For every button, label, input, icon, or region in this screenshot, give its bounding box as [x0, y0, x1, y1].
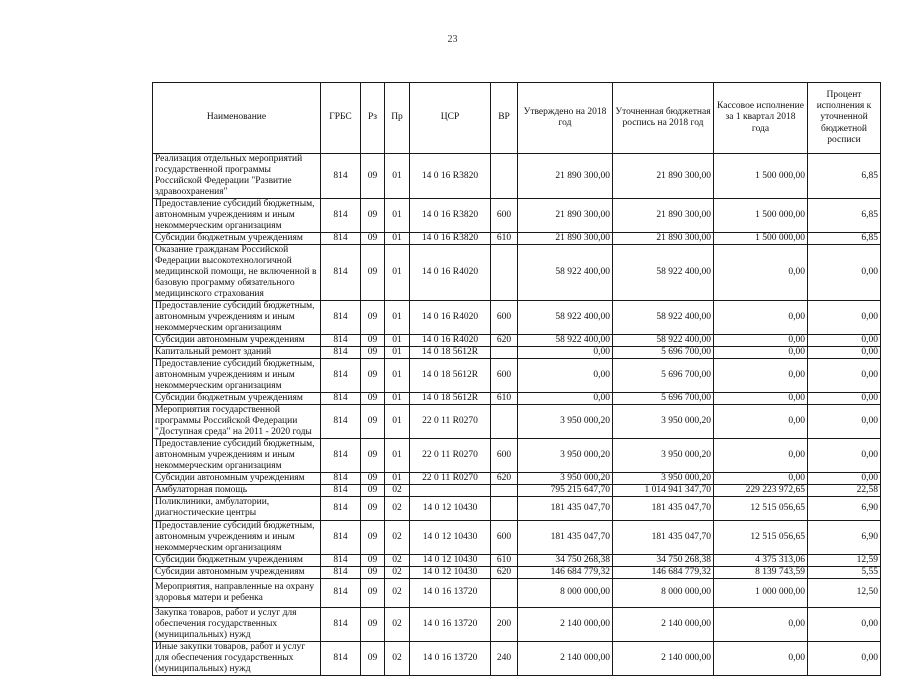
row-percent: 6,85: [808, 199, 881, 233]
row-name: Закупка товаров, работ и услуг для обеспечения государственных (муниципальных) нужд: [153, 607, 321, 641]
row-refined: 58 922 400,00: [613, 335, 714, 347]
row-csr: [410, 485, 491, 497]
row-pr: 02: [385, 520, 410, 554]
row-rz: 09: [361, 335, 385, 347]
row-vr: 600: [491, 359, 518, 393]
row-refined: 181 435 047,70: [613, 497, 714, 520]
row-vr: 610: [491, 554, 518, 566]
row-pr: 02: [385, 566, 410, 578]
row-cash: 1 500 000,00: [714, 154, 808, 199]
header-approved: Утверждено на 2018 год: [518, 83, 613, 154]
row-csr: 22 0 11 R0270: [410, 473, 491, 485]
row-percent: 6,85: [808, 233, 881, 245]
row-grbs: 814: [321, 359, 361, 393]
table-row: [153, 473, 881, 485]
row-refined: 3 950 000,20: [613, 473, 714, 485]
row-rz: 09: [361, 473, 385, 485]
row-refined: 5 696 700,00: [613, 393, 714, 405]
row-rz: 09: [361, 405, 385, 439]
row-vr: 610: [491, 233, 518, 245]
row-pr: 01: [385, 473, 410, 485]
row-vr: [491, 154, 518, 199]
row-cash: 4 375 313,06: [714, 554, 808, 566]
row-vr: 620: [491, 566, 518, 578]
row-vr: [491, 245, 518, 301]
row-rz: 09: [361, 154, 385, 199]
row-grbs: 814: [321, 566, 361, 578]
row-csr: 14 0 12 10430: [410, 554, 491, 566]
row-cash: 0,00: [714, 641, 808, 675]
row-percent: 0,00: [808, 393, 881, 405]
row-name: Субсидии бюджетным учреждениям: [153, 393, 321, 405]
row-cash: 229 223 972,65: [714, 485, 808, 497]
row-grbs: 814: [321, 439, 361, 473]
row-approved: 21 890 300,00: [518, 154, 613, 199]
row-name: Поликлиники, амбулатории, диагностические центры: [153, 497, 321, 520]
row-rz: 09: [361, 301, 385, 335]
row-pr: 01: [385, 233, 410, 245]
row-rz: 09: [361, 485, 385, 497]
row-name: Субсидии бюджетным учреждениям: [153, 554, 321, 566]
row-vr: 620: [491, 473, 518, 485]
row-name: Реализация отдельных мероприятий государственной программы Российской Федерации "Развитие здравоохранения": [153, 154, 321, 199]
row-cash: 0,00: [714, 301, 808, 335]
row-grbs: 814: [321, 497, 361, 520]
row-refined: 21 890 300,00: [613, 199, 714, 233]
row-approved: 2 140 000,00: [518, 641, 613, 675]
row-rz: 09: [361, 347, 385, 359]
row-name: Иные закупки товаров, работ и услуг для обеспечения государственных (муниципальных) нужд: [153, 641, 321, 675]
row-grbs: 814: [321, 199, 361, 233]
row-approved: 181 435 047,70: [518, 520, 613, 554]
row-approved: 3 950 000,20: [518, 439, 613, 473]
header-percent: Процент исполнения к уточненной бюджетной росписи: [808, 83, 881, 154]
row-csr: 14 0 16 R4020: [410, 245, 491, 301]
row-grbs: 814: [321, 233, 361, 245]
row-cash: 8 139 743,59: [714, 566, 808, 578]
row-csr: 14 0 16 13720: [410, 641, 491, 675]
row-vr: 600: [491, 439, 518, 473]
row-csr: 14 0 16 R3820: [410, 154, 491, 199]
row-pr: 02: [385, 578, 410, 607]
row-name: Предоставление субсидий бюджетным, автономным учреждениям и иным некоммерческим организациям: [153, 199, 321, 233]
row-cash: 0,00: [714, 607, 808, 641]
table-row: [153, 347, 881, 359]
row-name: Предоставление субсидий бюджетным, автономным учреждениям и иным некоммерческим организациям: [153, 359, 321, 393]
table-row: [153, 497, 881, 520]
row-grbs: 814: [321, 607, 361, 641]
row-approved: 21 890 300,00: [518, 233, 613, 245]
row-refined: 1 014 941 347,70: [613, 485, 714, 497]
row-rz: 09: [361, 607, 385, 641]
table-row: [153, 485, 881, 497]
row-name: Оказание гражданам Российской Федерации высокотехнологичной медицинской помощи, не включенной в базовую программу обязательного медицинского страхования: [153, 245, 321, 301]
table-row: [153, 199, 881, 233]
row-csr: 14 0 12 10430: [410, 566, 491, 578]
row-rz: 09: [361, 641, 385, 675]
row-rz: 09: [361, 245, 385, 301]
table-row: [153, 245, 881, 301]
row-rz: 09: [361, 359, 385, 393]
row-percent: 0,00: [808, 359, 881, 393]
row-name: Амбулаторная помощь: [153, 485, 321, 497]
row-grbs: 814: [321, 335, 361, 347]
row-rz: 09: [361, 393, 385, 405]
row-approved: 8 000 000,00: [518, 578, 613, 607]
row-refined: 21 890 300,00: [613, 154, 714, 199]
row-name: Предоставление субсидий бюджетным, автономным учреждениям и иным некоммерческим организациям: [153, 301, 321, 335]
table-row: [153, 641, 881, 675]
row-percent: 5,55: [808, 566, 881, 578]
row-grbs: 814: [321, 554, 361, 566]
row-vr: [491, 497, 518, 520]
row-refined: 58 922 400,00: [613, 301, 714, 335]
row-refined: 8 000 000,00: [613, 578, 714, 607]
row-csr: 14 0 16 13720: [410, 578, 491, 607]
page-number: 23: [447, 34, 458, 45]
row-cash: 1 000 000,00: [714, 578, 808, 607]
table-row: [153, 520, 881, 554]
row-name: Предоставление субсидий бюджетным, автономным учреждениям и иным некоммерческим организациям: [153, 439, 321, 473]
row-csr: 14 0 16 R4020: [410, 335, 491, 347]
row-name: Мероприятия государственной программы Российской Федерации "Доступная среда" на 2011 - 2020 годы: [153, 405, 321, 439]
row-rz: 09: [361, 439, 385, 473]
row-pr: 01: [385, 335, 410, 347]
row-cash: 0,00: [714, 439, 808, 473]
row-vr: 620: [491, 335, 518, 347]
header-vr: ВР: [491, 83, 518, 154]
header-grbs: ГРБС: [321, 83, 361, 154]
row-grbs: 814: [321, 393, 361, 405]
row-rz: 09: [361, 199, 385, 233]
row-csr: 14 0 16 R3820: [410, 233, 491, 245]
row-name: Субсидии автономным учреждениям: [153, 335, 321, 347]
row-pr: 01: [385, 199, 410, 233]
row-grbs: 814: [321, 245, 361, 301]
row-vr: 610: [491, 393, 518, 405]
row-approved: 0,00: [518, 347, 613, 359]
row-vr: 600: [491, 301, 518, 335]
row-percent: 0,00: [808, 473, 881, 485]
row-csr: 14 0 16 R4020: [410, 301, 491, 335]
row-refined: 5 696 700,00: [613, 347, 714, 359]
header-cash: Кассовое исполнение за 1 квартал 2018 года: [714, 83, 808, 154]
row-approved: 58 922 400,00: [518, 301, 613, 335]
row-name: Субсидии автономным учреждениям: [153, 473, 321, 485]
row-percent: 0,00: [808, 405, 881, 439]
row-cash: 12 515 056,65: [714, 520, 808, 554]
row-grbs: 814: [321, 520, 361, 554]
row-name: Субсидии автономным учреждениям: [153, 566, 321, 578]
row-approved: 3 950 000,20: [518, 473, 613, 485]
row-grbs: 814: [321, 578, 361, 607]
row-grbs: 814: [321, 641, 361, 675]
row-approved: 2 140 000,00: [518, 607, 613, 641]
row-pr: 01: [385, 393, 410, 405]
row-pr: 02: [385, 485, 410, 497]
header-refined: Уточненная бюджетная роспись на 2018 год: [613, 83, 714, 154]
row-refined: 2 140 000,00: [613, 607, 714, 641]
table-row: [153, 335, 881, 347]
row-refined: 181 435 047,70: [613, 520, 714, 554]
row-refined: 58 922 400,00: [613, 245, 714, 301]
header-rz: Рз: [361, 83, 385, 154]
row-csr: 14 0 18 5612R: [410, 393, 491, 405]
row-cash: 0,00: [714, 473, 808, 485]
row-csr: 22 0 11 R0270: [410, 405, 491, 439]
row-percent: 6,90: [808, 497, 881, 520]
row-refined: 21 890 300,00: [613, 233, 714, 245]
table-row: [153, 554, 881, 566]
row-csr: 14 0 12 10430: [410, 497, 491, 520]
row-vr: [491, 347, 518, 359]
row-cash: 1 500 000,00: [714, 233, 808, 245]
row-rz: 09: [361, 497, 385, 520]
row-csr: 14 0 12 10430: [410, 520, 491, 554]
row-pr: 02: [385, 607, 410, 641]
row-rz: 09: [361, 566, 385, 578]
row-percent: 0,00: [808, 245, 881, 301]
row-name: Капитальный ремонт зданий: [153, 347, 321, 359]
row-name: Мероприятия, направленные на охрану здоровья матери и ребенка: [153, 578, 321, 607]
table-row: [153, 405, 881, 439]
row-refined: 3 950 000,20: [613, 405, 714, 439]
row-cash: 0,00: [714, 405, 808, 439]
row-approved: 21 890 300,00: [518, 199, 613, 233]
row-rz: 09: [361, 233, 385, 245]
row-cash: 1 500 000,00: [714, 199, 808, 233]
row-pr: 01: [385, 245, 410, 301]
row-csr: 14 0 16 R3820: [410, 199, 491, 233]
header-csr: ЦСР: [410, 83, 491, 154]
row-approved: 34 750 268,38: [518, 554, 613, 566]
table-row: [153, 566, 881, 578]
row-percent: 6,90: [808, 520, 881, 554]
row-grbs: 814: [321, 301, 361, 335]
row-vr: 240: [491, 641, 518, 675]
row-refined: 2 140 000,00: [613, 641, 714, 675]
row-grbs: 814: [321, 347, 361, 359]
row-pr: 01: [385, 439, 410, 473]
row-refined: 3 950 000,20: [613, 439, 714, 473]
table-header-row: [153, 83, 881, 154]
table-row: [153, 607, 881, 641]
row-approved: 181 435 047,70: [518, 497, 613, 520]
row-grbs: 814: [321, 154, 361, 199]
row-grbs: 814: [321, 405, 361, 439]
row-vr: 600: [491, 199, 518, 233]
row-percent: 0,00: [808, 347, 881, 359]
row-pr: 01: [385, 301, 410, 335]
row-csr: 14 0 16 13720: [410, 607, 491, 641]
row-vr: [491, 405, 518, 439]
row-pr: 01: [385, 405, 410, 439]
row-rz: 09: [361, 554, 385, 566]
header-pr: Пр: [385, 83, 410, 154]
row-rz: 09: [361, 520, 385, 554]
table-row: [153, 578, 881, 607]
table-row: [153, 439, 881, 473]
row-percent: 6,85: [808, 154, 881, 199]
row-cash: 0,00: [714, 347, 808, 359]
row-approved: 795 215 647,70: [518, 485, 613, 497]
row-csr: 14 0 18 5612R: [410, 347, 491, 359]
row-pr: 02: [385, 497, 410, 520]
row-vr: 600: [491, 520, 518, 554]
row-approved: 146 684 779,32: [518, 566, 613, 578]
table-row: [153, 359, 881, 393]
table-row: [153, 154, 881, 199]
header-name: Наименование: [153, 83, 321, 154]
row-grbs: 814: [321, 485, 361, 497]
row-name: Предоставление субсидий бюджетным, автономным учреждениям и иным некоммерческим организациям: [153, 520, 321, 554]
row-approved: 0,00: [518, 393, 613, 405]
row-percent: 0,00: [808, 607, 881, 641]
row-cash: 0,00: [714, 335, 808, 347]
row-csr: 14 0 18 5612R: [410, 359, 491, 393]
budget-execution-table: [152, 82, 881, 676]
row-percent: 22,58: [808, 485, 881, 497]
row-refined: 146 684 779,32: [613, 566, 714, 578]
row-percent: 0,00: [808, 301, 881, 335]
row-approved: 0,00: [518, 359, 613, 393]
row-approved: 58 922 400,00: [518, 245, 613, 301]
row-name: Субсидии бюджетным учреждениям: [153, 233, 321, 245]
row-rz: 09: [361, 578, 385, 607]
row-percent: 0,00: [808, 439, 881, 473]
row-approved: 58 922 400,00: [518, 335, 613, 347]
table-row: [153, 393, 881, 405]
row-cash: 0,00: [714, 359, 808, 393]
row-pr: 02: [385, 641, 410, 675]
row-vr: 200: [491, 607, 518, 641]
row-pr: 01: [385, 154, 410, 199]
row-percent: 0,00: [808, 335, 881, 347]
row-vr: [491, 578, 518, 607]
table-row: [153, 301, 881, 335]
row-percent: 0,00: [808, 641, 881, 675]
row-pr: 01: [385, 347, 410, 359]
row-csr: 22 0 11 R0270: [410, 439, 491, 473]
row-percent: 12,50: [808, 578, 881, 607]
row-approved: 3 950 000,20: [518, 405, 613, 439]
row-pr: 02: [385, 554, 410, 566]
row-refined: 5 696 700,00: [613, 359, 714, 393]
row-cash: 0,00: [714, 393, 808, 405]
row-cash: 0,00: [714, 245, 808, 301]
table-row: [153, 233, 881, 245]
row-cash: 12 515 056,65: [714, 497, 808, 520]
row-pr: 01: [385, 359, 410, 393]
row-percent: 12,59: [808, 554, 881, 566]
row-refined: 34 750 268,38: [613, 554, 714, 566]
row-vr: [491, 485, 518, 497]
row-grbs: 814: [321, 473, 361, 485]
